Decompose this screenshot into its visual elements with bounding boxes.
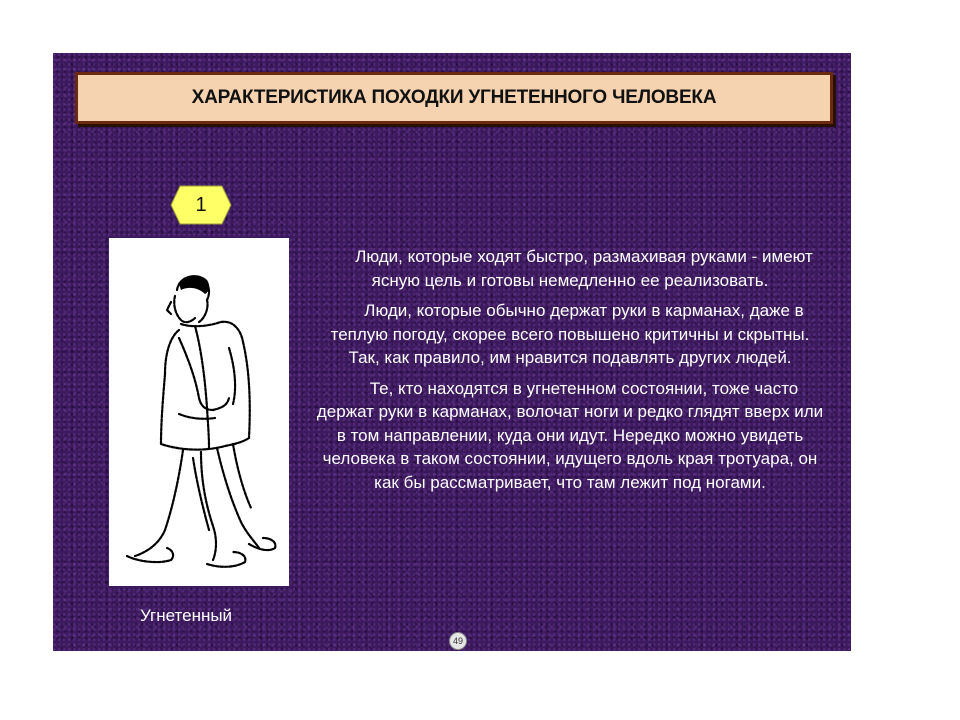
number-badge [170, 185, 232, 225]
title-box [75, 72, 833, 124]
walking-man-figure [109, 238, 289, 586]
slide-title: ХАРАКТЕРИСТИКА ПОХОДКИ УГНЕТЕННОГО ЧЕЛОВЕКА [191, 87, 717, 108]
description-text [315, 245, 825, 501]
figure-caption: Угнетенный [140, 606, 233, 625]
paragraph-hands-in-pockets: Люди, которые обычно держат руки в карманах, даже в теплую погоду, скорее всего повышено критичны и скрытны. Так, как правило, им нравится подавлять других людей. [330, 301, 810, 367]
paragraph-depressed-state: Те, кто находятся в угнетенном состоянии, тоже часто держат руки в карманах, волочат ноги и редко глядят вверх или в том направлении, куда они идут. Нередко можно увидеть человека в таком состоянии, идущего вдоль края тротуара, он как бы рассматривает, что там лежит под ногами. [316, 378, 824, 492]
depressed-man-icon [109, 238, 289, 586]
slide [53, 53, 851, 651]
page-number-badge: 49 [449, 632, 467, 650]
paragraph-fast-walkers: Люди, которые ходят быстро, размахивая руками - имеют ясную цель и готовы немедленно ее реализовать. [355, 247, 813, 290]
badge-number: 1 [195, 194, 207, 216]
